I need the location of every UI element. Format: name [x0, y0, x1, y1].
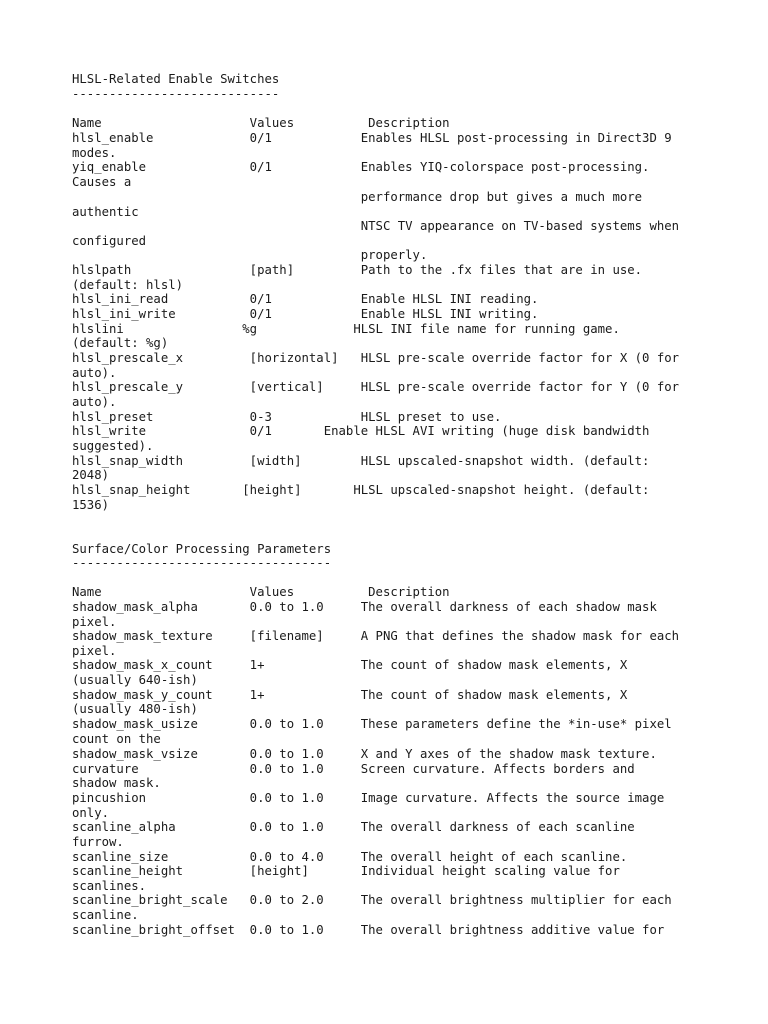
- table-row-wrap: properly.: [72, 248, 428, 262]
- section-underline: ----------------------------: [72, 87, 280, 101]
- table-row-wrap: NTSC TV appearance on TV-based systems when: [72, 219, 680, 233]
- table-row: scanline_height [height] Individual height scaling value for: [72, 864, 620, 878]
- table-row: hlsl_write 0/1 Enable HLSL AVI writing (huge disk bandwidth: [72, 424, 650, 438]
- table-row-wrap: suggested).: [72, 439, 154, 453]
- table-row: yiq_enable 0/1 Enables YIQ-colorspace post-processing.: [72, 160, 650, 174]
- table-row: hlslini %g HLSL INI file name for running game.: [72, 322, 620, 336]
- table-row: scanline_alpha 0.0 to 1.0 The overall darkness of each scanline: [72, 820, 635, 834]
- table-row: hlsl_snap_width [width] HLSL upscaled-snapshot width. (default:: [72, 454, 650, 468]
- table-row-wrap: (default: hlsl): [72, 278, 184, 292]
- table-header: Name Values Description: [72, 116, 450, 130]
- table-row: pincushion 0.0 to 1.0 Image curvature. Affects the source image: [72, 791, 665, 805]
- table-row: hlsl_enable 0/1 Enables HLSL post-processing in Direct3D 9: [72, 131, 672, 145]
- section-underline: -----------------------------------: [72, 556, 332, 570]
- table-row-wrap: auto).: [72, 395, 117, 409]
- table-row: hlslpath [path] Path to the .fx files that are in use.: [72, 263, 643, 277]
- table-row-wrap: pixel.: [72, 644, 117, 658]
- table-row: shadow_mask_x_count 1+ The count of shadow mask elements, X: [72, 658, 628, 672]
- table-row-wrap: authentic: [72, 205, 139, 219]
- table-row-wrap: scanlines.: [72, 879, 147, 893]
- table-row: shadow_mask_y_count 1+ The count of shadow mask elements, X: [72, 688, 628, 702]
- table-row: hlsl_prescale_y [vertical] HLSL pre-scale override factor for Y (0 for: [72, 380, 680, 394]
- table-header: Name Values Description: [72, 585, 450, 599]
- table-row: shadow_mask_vsize 0.0 to 1.0 X and Y axes of the shadow mask texture.: [72, 747, 657, 761]
- table-row-wrap: (usually 640-ish): [72, 673, 198, 687]
- table-row: scanline_size 0.0 to 4.0 The overall height of each scanline.: [72, 850, 628, 864]
- table-row: hlsl_prescale_x [horizontal] HLSL pre-scale override factor for X (0 for: [72, 351, 680, 365]
- table-row-wrap: modes.: [72, 146, 117, 160]
- table-row-wrap: only.: [72, 806, 110, 820]
- table-row-wrap: performance drop but gives a much more: [72, 190, 643, 204]
- table-row: hlsl_preset 0-3 HLSL preset to use.: [72, 410, 502, 424]
- table-row: shadow_mask_texture [filename] A PNG that defines the shadow mask for each: [72, 629, 680, 643]
- table-row-wrap: 2048): [72, 468, 110, 482]
- table-row-wrap: shadow mask.: [72, 776, 161, 790]
- table-row-wrap: (default: %g): [72, 336, 169, 350]
- table-row-wrap: (usually 480-ish): [72, 702, 198, 716]
- table-row-wrap: furrow.: [72, 835, 124, 849]
- table-row-wrap: scanline.: [72, 908, 139, 922]
- table-row: curvature 0.0 to 1.0 Screen curvature. Affects borders and: [72, 762, 635, 776]
- table-row-wrap: auto).: [72, 366, 117, 380]
- table-row-wrap: 1536): [72, 498, 110, 512]
- table-row: hlsl_snap_height [height] HLSL upscaled-snapshot height. (default:: [72, 483, 650, 497]
- table-row: hlsl_ini_write 0/1 Enable HLSL INI writing.: [72, 307, 539, 321]
- table-row: scanline_bright_scale 0.0 to 2.0 The overall brightness multiplier for each: [72, 893, 672, 907]
- table-row: shadow_mask_alpha 0.0 to 1.0 The overall darkness of each shadow mask: [72, 600, 657, 614]
- section-title-surface-color-processing: Surface/Color Processing Parameters: [72, 542, 332, 556]
- table-row-wrap: configured: [72, 234, 147, 248]
- table-row: scanline_bright_offset 0.0 to 1.0 The overall brightness additive value for: [72, 923, 665, 937]
- table-row-wrap: count on the: [72, 732, 161, 746]
- table-row-wrap: Causes a: [72, 175, 132, 189]
- table-row: shadow_mask_usize 0.0 to 1.0 These parameters define the *in-use* pixel: [72, 717, 672, 731]
- section-title-hlsl-enable-switches: HLSL-Related Enable Switches: [72, 72, 280, 86]
- table-row-wrap: pixel.: [72, 615, 117, 629]
- table-row: hlsl_ini_read 0/1 Enable HLSL INI reading.: [72, 292, 539, 306]
